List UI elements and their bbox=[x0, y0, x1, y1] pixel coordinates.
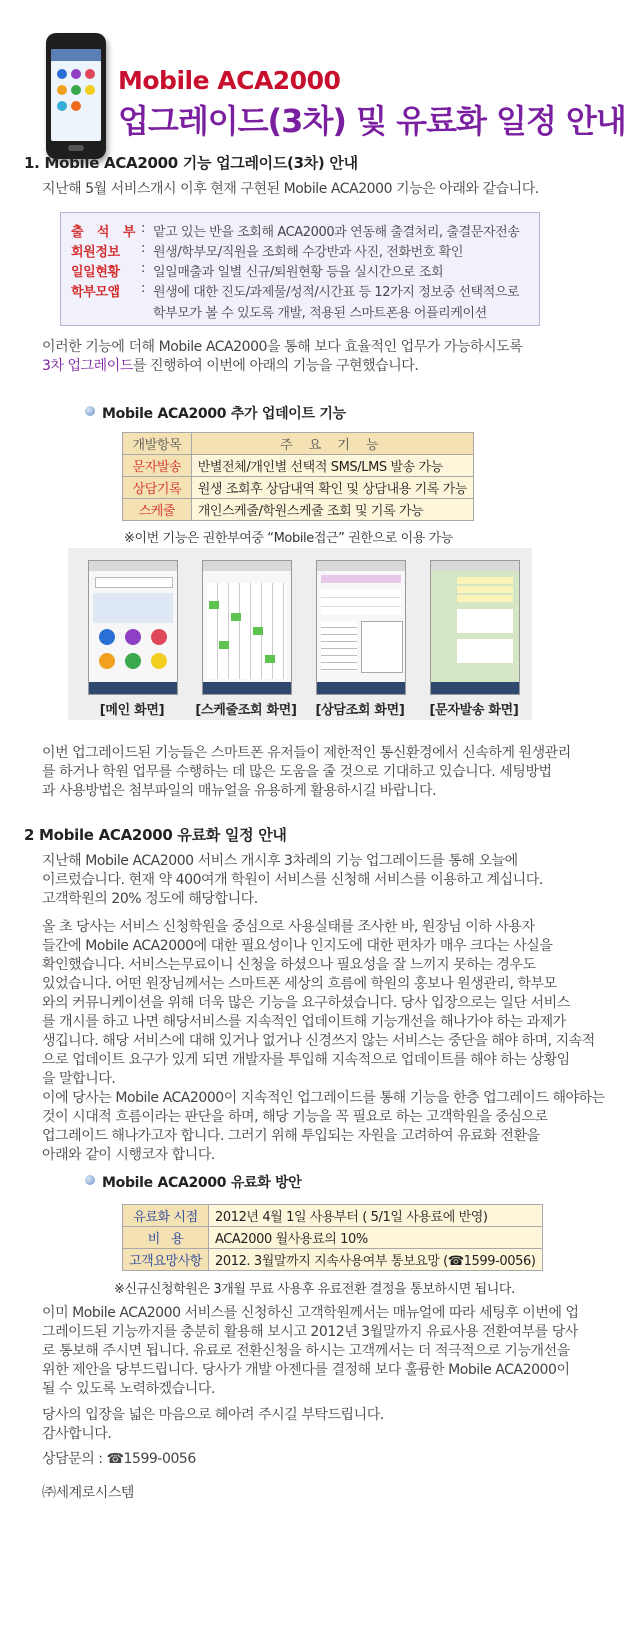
company-name: ㈜세계로시스템 bbox=[42, 1485, 134, 1501]
table-header-cell: 개발항목 bbox=[123, 433, 192, 455]
current-features-box: 출 석 부 : 맡고 있는 반을 조회해 ACA2000과 연동해 출결처리, 출결문자전송 회원정보 : 원생/학부모/직원을 조회해 수강반과 사진, 전화번호 확인 일일현황 : 일일매출과 일별 신규/퇴원현황 등을 실시간으로 조회 학부모앱 : 원생에 대한 진도/과제물/성적/시간표 등 12가지 정보중 선택적으로 학부모가 볼 수 있도록 개발, 적용된 스마트폰용 어플리케이션 bbox=[60, 212, 540, 326]
table-row bbox=[123, 1249, 543, 1271]
plan-note: ※신규신청학원은 3개월 무료 사용후 유료전환 결정을 통보하시면 됩니다. bbox=[114, 1282, 515, 1297]
update-features-title: Mobile ACA2000 추가 업데이트 기능 bbox=[102, 406, 346, 422]
closing-lines: 당사의 입장을 넓은 마음으로 헤아려 주시길 부탁드립니다. 감사합니다. bbox=[42, 1407, 384, 1442]
smartphone-illustration bbox=[46, 33, 106, 159]
table-row bbox=[123, 499, 474, 521]
sms-screen-thumbnail bbox=[430, 560, 520, 695]
table-item: 문자발송 bbox=[123, 455, 192, 477]
table-row bbox=[123, 477, 474, 499]
screen-caption: [스케줄조회 화면] bbox=[195, 703, 297, 718]
feature-text: 일일매출과 일별 신규/퇴원현황 등을 실시간으로 조회 bbox=[153, 265, 444, 280]
table-header-cell: 주 요 기 능 bbox=[191, 433, 473, 455]
feature-text: 원생/학부모/직원을 조회해 수강반과 사진, 전화번호 확인 bbox=[153, 245, 463, 260]
plan-title: Mobile ACA2000 유료화 방안 bbox=[102, 1175, 302, 1191]
plan-key: 유료화 시점 bbox=[123, 1205, 209, 1227]
main-screen-thumbnail bbox=[88, 560, 178, 695]
section1-title: 1. Mobile ACA2000 기능 업그레이드(3차) 안내 bbox=[24, 154, 358, 172]
table-row bbox=[123, 455, 474, 477]
table-desc: 반별전체/개인별 선택적 SMS/LMS 발송 가능 bbox=[191, 455, 473, 477]
section2-paragraph3: 이미 Mobile ACA2000 서비스를 신청하신 고객학원께서는 매뉴얼에 따라 세팅후 이번에 업 그레이드된 기능까지를 충분히 활용해 보시고 2012년 3월말까지 유료사용 전환여부를 당사 로 통보해 주시면 됩니다. 유료로 전환신청을 하시는 고객께서는 더 적극적으로 기능개선을 위한 제안을 당부드립니다. 당사가 개발 아젠다를 결정해 보다 훌륭한 Mobile ACA2000이 될 수 있도록 노력하겠습니다. bbox=[42, 1305, 579, 1397]
permission-note: ※이번 기능은 권한부여중 “Mobile접근” 권한으로 이용 가능 bbox=[124, 531, 453, 546]
plan-value: 2012년 4월 1일 사용부터 ( 5/1일 사용료에 반영) bbox=[208, 1205, 542, 1227]
feature-label: 출 석 부 bbox=[71, 225, 135, 240]
table-row bbox=[123, 1205, 543, 1227]
table-item: 스케줄 bbox=[123, 499, 192, 521]
bullet-icon bbox=[85, 1175, 95, 1185]
screen-caption: [메인 화면] bbox=[99, 703, 165, 718]
screen-caption: [문자발송 화면] bbox=[429, 703, 519, 718]
table-desc: 원생 조회후 상담내역 확인 및 상담내용 기록 가능 bbox=[191, 477, 473, 499]
table-header-row bbox=[123, 433, 474, 455]
plan-value: ACA2000 월사용료의 10% bbox=[208, 1227, 542, 1249]
feature-text: 맡고 있는 반을 조회해 ACA2000과 연동해 출결처리, 출결문자전송 bbox=[153, 225, 520, 240]
schedule-screen-thumbnail bbox=[202, 560, 292, 695]
feature-label: 일일현황 bbox=[71, 265, 120, 280]
pricing-plan-table bbox=[122, 1204, 543, 1271]
screen-caption: [상담조회 화면] bbox=[315, 703, 405, 718]
plan-value: 2012. 3월말까지 지속사용여부 통보요망 (☎1599-0056) bbox=[208, 1249, 542, 1271]
plan-key: 비 용 bbox=[123, 1227, 209, 1249]
section2-title: 2 Mobile ACA2000 유료화 일정 안내 bbox=[24, 826, 287, 844]
header-title: 업그레이드(3차) 및 유료화 일정 안내 bbox=[118, 102, 626, 140]
table-row bbox=[123, 1227, 543, 1249]
counsel-screen-thumbnail bbox=[316, 560, 406, 695]
app-screenshots bbox=[68, 548, 532, 720]
feature-text: 학부모가 볼 수 있도록 개발, 적용된 스마트폰용 어플리케이션 bbox=[153, 306, 487, 321]
table-desc: 개인스케줄/학원스케줄 조회 및 기록 가능 bbox=[191, 499, 473, 521]
feature-text: 원생에 대한 진도/과제물/성적/시간표 등 12가지 정보중 선택적으로 bbox=[153, 285, 520, 300]
section1-closing: 이번 업그레이드된 기능들은 스마트폰 유저들이 제한적인 통신환경에서 신속하게 원생관리 를 하거나 학원 업무를 수행하는 데 많은 도움을 줄 것으로 기대하고 있습니다. 세팅방법 과 사용방법은 첨부파일의 매뉴얼을 유용하게 활용하시길 바랍니다. bbox=[42, 745, 571, 799]
section1-paragraph2: 이러한 기능에 더해 Mobile ACA2000을 통해 보다 효율적인 업무가 가능하시도록 3차 업그레이드를 진행하여 이번에 아래의 기능을 구현했습니다. bbox=[42, 339, 523, 374]
feature-label: 학부모앱 bbox=[71, 285, 120, 300]
bullet-icon bbox=[85, 406, 95, 416]
section2-paragraph2: 올 초 당사는 서비스 신청학원을 중심으로 사용실태를 조사한 바, 원장님 이하 사용자 들간에 Mobile ACA2000에 대한 필요성이나 인지도에 대한 편차가 매우 크다는 사실을 확인했습니다. 서비스는무료이니 신청을 하셨으나 필요성을 잘 느끼지 못하는 경우도 있었습니다. 어떤 원장님께서는 스마트폰 세상의 흐름에 학원의 홍보나 원생관리, 학부모 와의 커뮤니케이션을 위해 더욱 많은 기능을 요구하셨습니다. 당사 입장으로는 일단 서비스 를 개시를 하고 나면 해당서비스를 지속적인 업데이트해 기능개선을 해나가야 하는 과제가 생깁니다. 해당 서비스에 대해 있거나 없거나 신경쓰지 않는 서비스는 중단을 해야 하며, 지속적 으로 업데이트 요구가 있게 되면 개발자를 투입해 지속적으로 업데이트를 해야 하는 상황임 을 말합니다. 이에 당사는 Mobile ACA2000이 지속적인 업그레이드를 통해 기능을 한층 업그레이드 해야하는 것이 시대적 흐름이라는 판단을 하며, 해당 기능을 꼭 필요로 하는 고객학원을 중심으로 업그레이드 해나가고자 합니다. 그러기 위해 투입되는 자원을 고려하여 유료화 전환을 아래와 같이 시행코자 합니다. bbox=[42, 919, 605, 1163]
contact-line: 상담문의 : ☎1599-0056 bbox=[42, 1451, 196, 1467]
plan-key: 고객요망사항 bbox=[123, 1249, 209, 1271]
upgrade-highlight: 3차 업그레이드 bbox=[42, 358, 133, 374]
update-features-table bbox=[122, 432, 474, 521]
section1-intro: 지난해 5월 서비스개시 이후 현재 구현된 Mobile ACA2000 기능은 아래와 같습니다. bbox=[42, 181, 539, 197]
header-subtitle: Mobile ACA2000 bbox=[118, 66, 341, 95]
table-item: 상담기록 bbox=[123, 477, 192, 499]
feature-label: 회원정보 bbox=[71, 245, 120, 260]
section2-paragraph1: 지난해 Mobile ACA2000 서비스 개시후 3차례의 기능 업그레이드를 통해 오늘에 이르렀습니다. 현재 약 400여개 학원이 서비스를 신청해 서비스를 이용하고 계십니다. 고객학원의 20% 정도에 해당합니다. bbox=[42, 853, 543, 907]
